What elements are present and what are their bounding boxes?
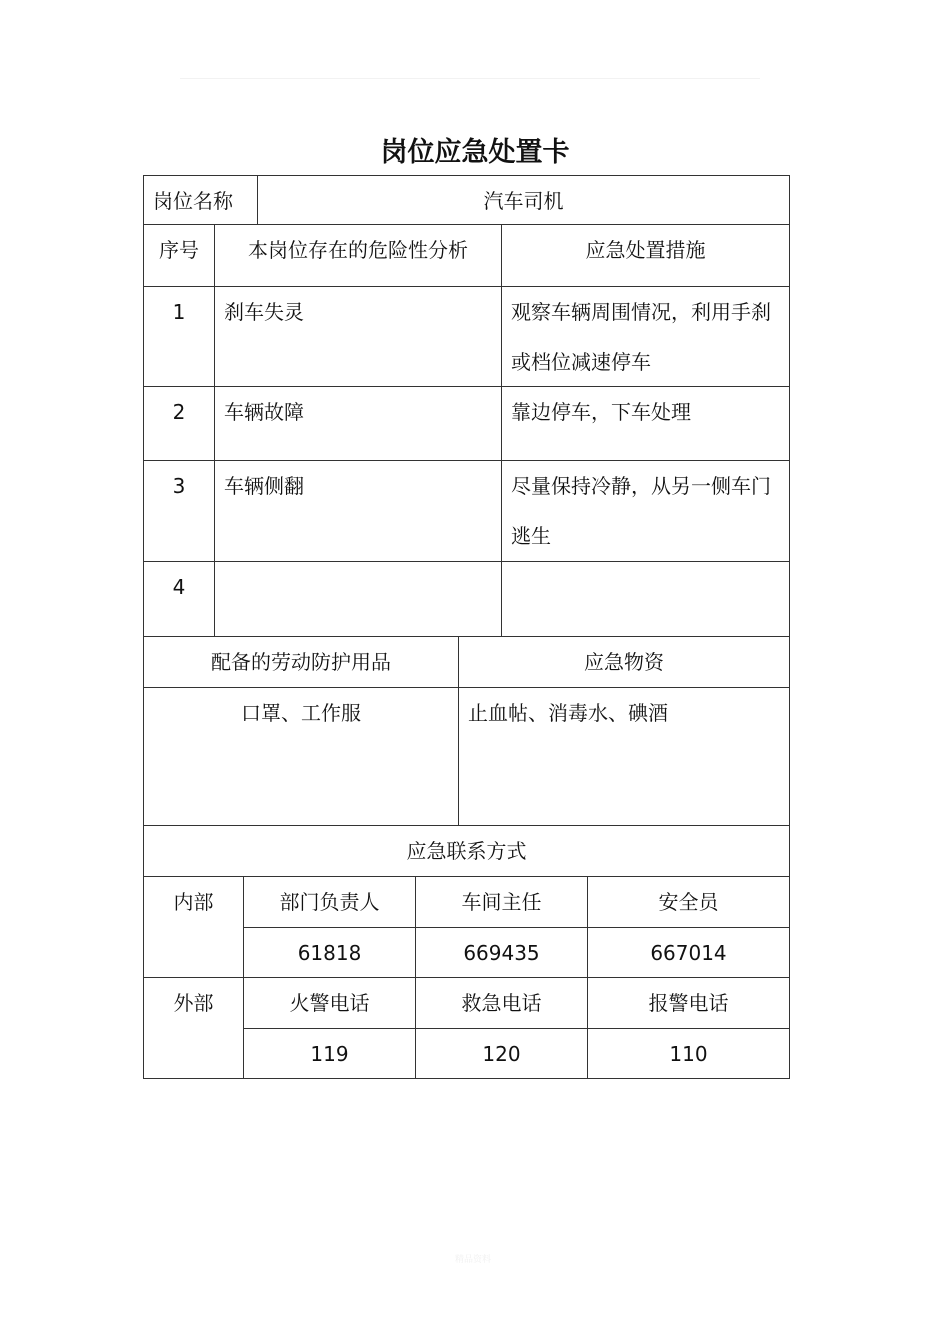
header-seq: 序号 [143, 224, 215, 287]
row-measure: 靠边停车，下车处理 [501, 386, 790, 461]
ppe-value: 口罩、工作服 [143, 687, 459, 826]
row-hazard: 刹车失灵 [214, 286, 502, 387]
position-label: 岗位名称 [143, 175, 258, 225]
internal-label: 内部 [143, 876, 244, 978]
row-seq: 1 [143, 286, 215, 387]
row-seq: 3 [143, 460, 215, 562]
contact-label: 应急联系方式 [143, 825, 790, 877]
contact-number: 61818 [243, 927, 416, 978]
header-hazard: 本岗位存在的危险性分析 [214, 224, 502, 287]
position-value: 汽车司机 [257, 175, 790, 225]
header-rule [180, 78, 760, 79]
row-seq: 4 [143, 561, 215, 637]
row-measure: 观察车辆周围情况，利用手刹或档位减速停车 [501, 286, 790, 387]
contact-name: 车间主任 [415, 876, 588, 928]
contact-name: 火警电话 [243, 977, 416, 1029]
external-label: 外部 [143, 977, 244, 1079]
ppe-label: 配备的劳动防护用品 [143, 636, 459, 688]
page-title: 岗位应急处置卡 [380, 137, 570, 168]
contact-number: 120 [415, 1028, 588, 1079]
header-measures: 应急处置措施 [501, 224, 790, 287]
row-measure: 尽量保持冷静，从另一侧车门逃生 [501, 460, 790, 562]
contact-name: 报警电话 [587, 977, 790, 1029]
row-seq: 2 [143, 386, 215, 461]
watermark: 精品资料 [455, 1255, 492, 1265]
row-hazard [214, 561, 502, 637]
contact-number: 669435 [415, 927, 588, 978]
contact-number: 119 [243, 1028, 416, 1079]
row-hazard: 车辆侧翻 [214, 460, 502, 562]
contact-number: 667014 [587, 927, 790, 978]
contact-name: 部门负责人 [243, 876, 416, 928]
supplies-label: 应急物资 [458, 636, 790, 688]
row-measure [501, 561, 790, 637]
contact-name: 安全员 [587, 876, 790, 928]
row-hazard: 车辆故障 [214, 386, 502, 461]
supplies-value: 止血帖、消毒水、碘酒 [458, 687, 790, 826]
contact-number: 110 [587, 1028, 790, 1079]
contact-name: 救急电话 [415, 977, 588, 1029]
